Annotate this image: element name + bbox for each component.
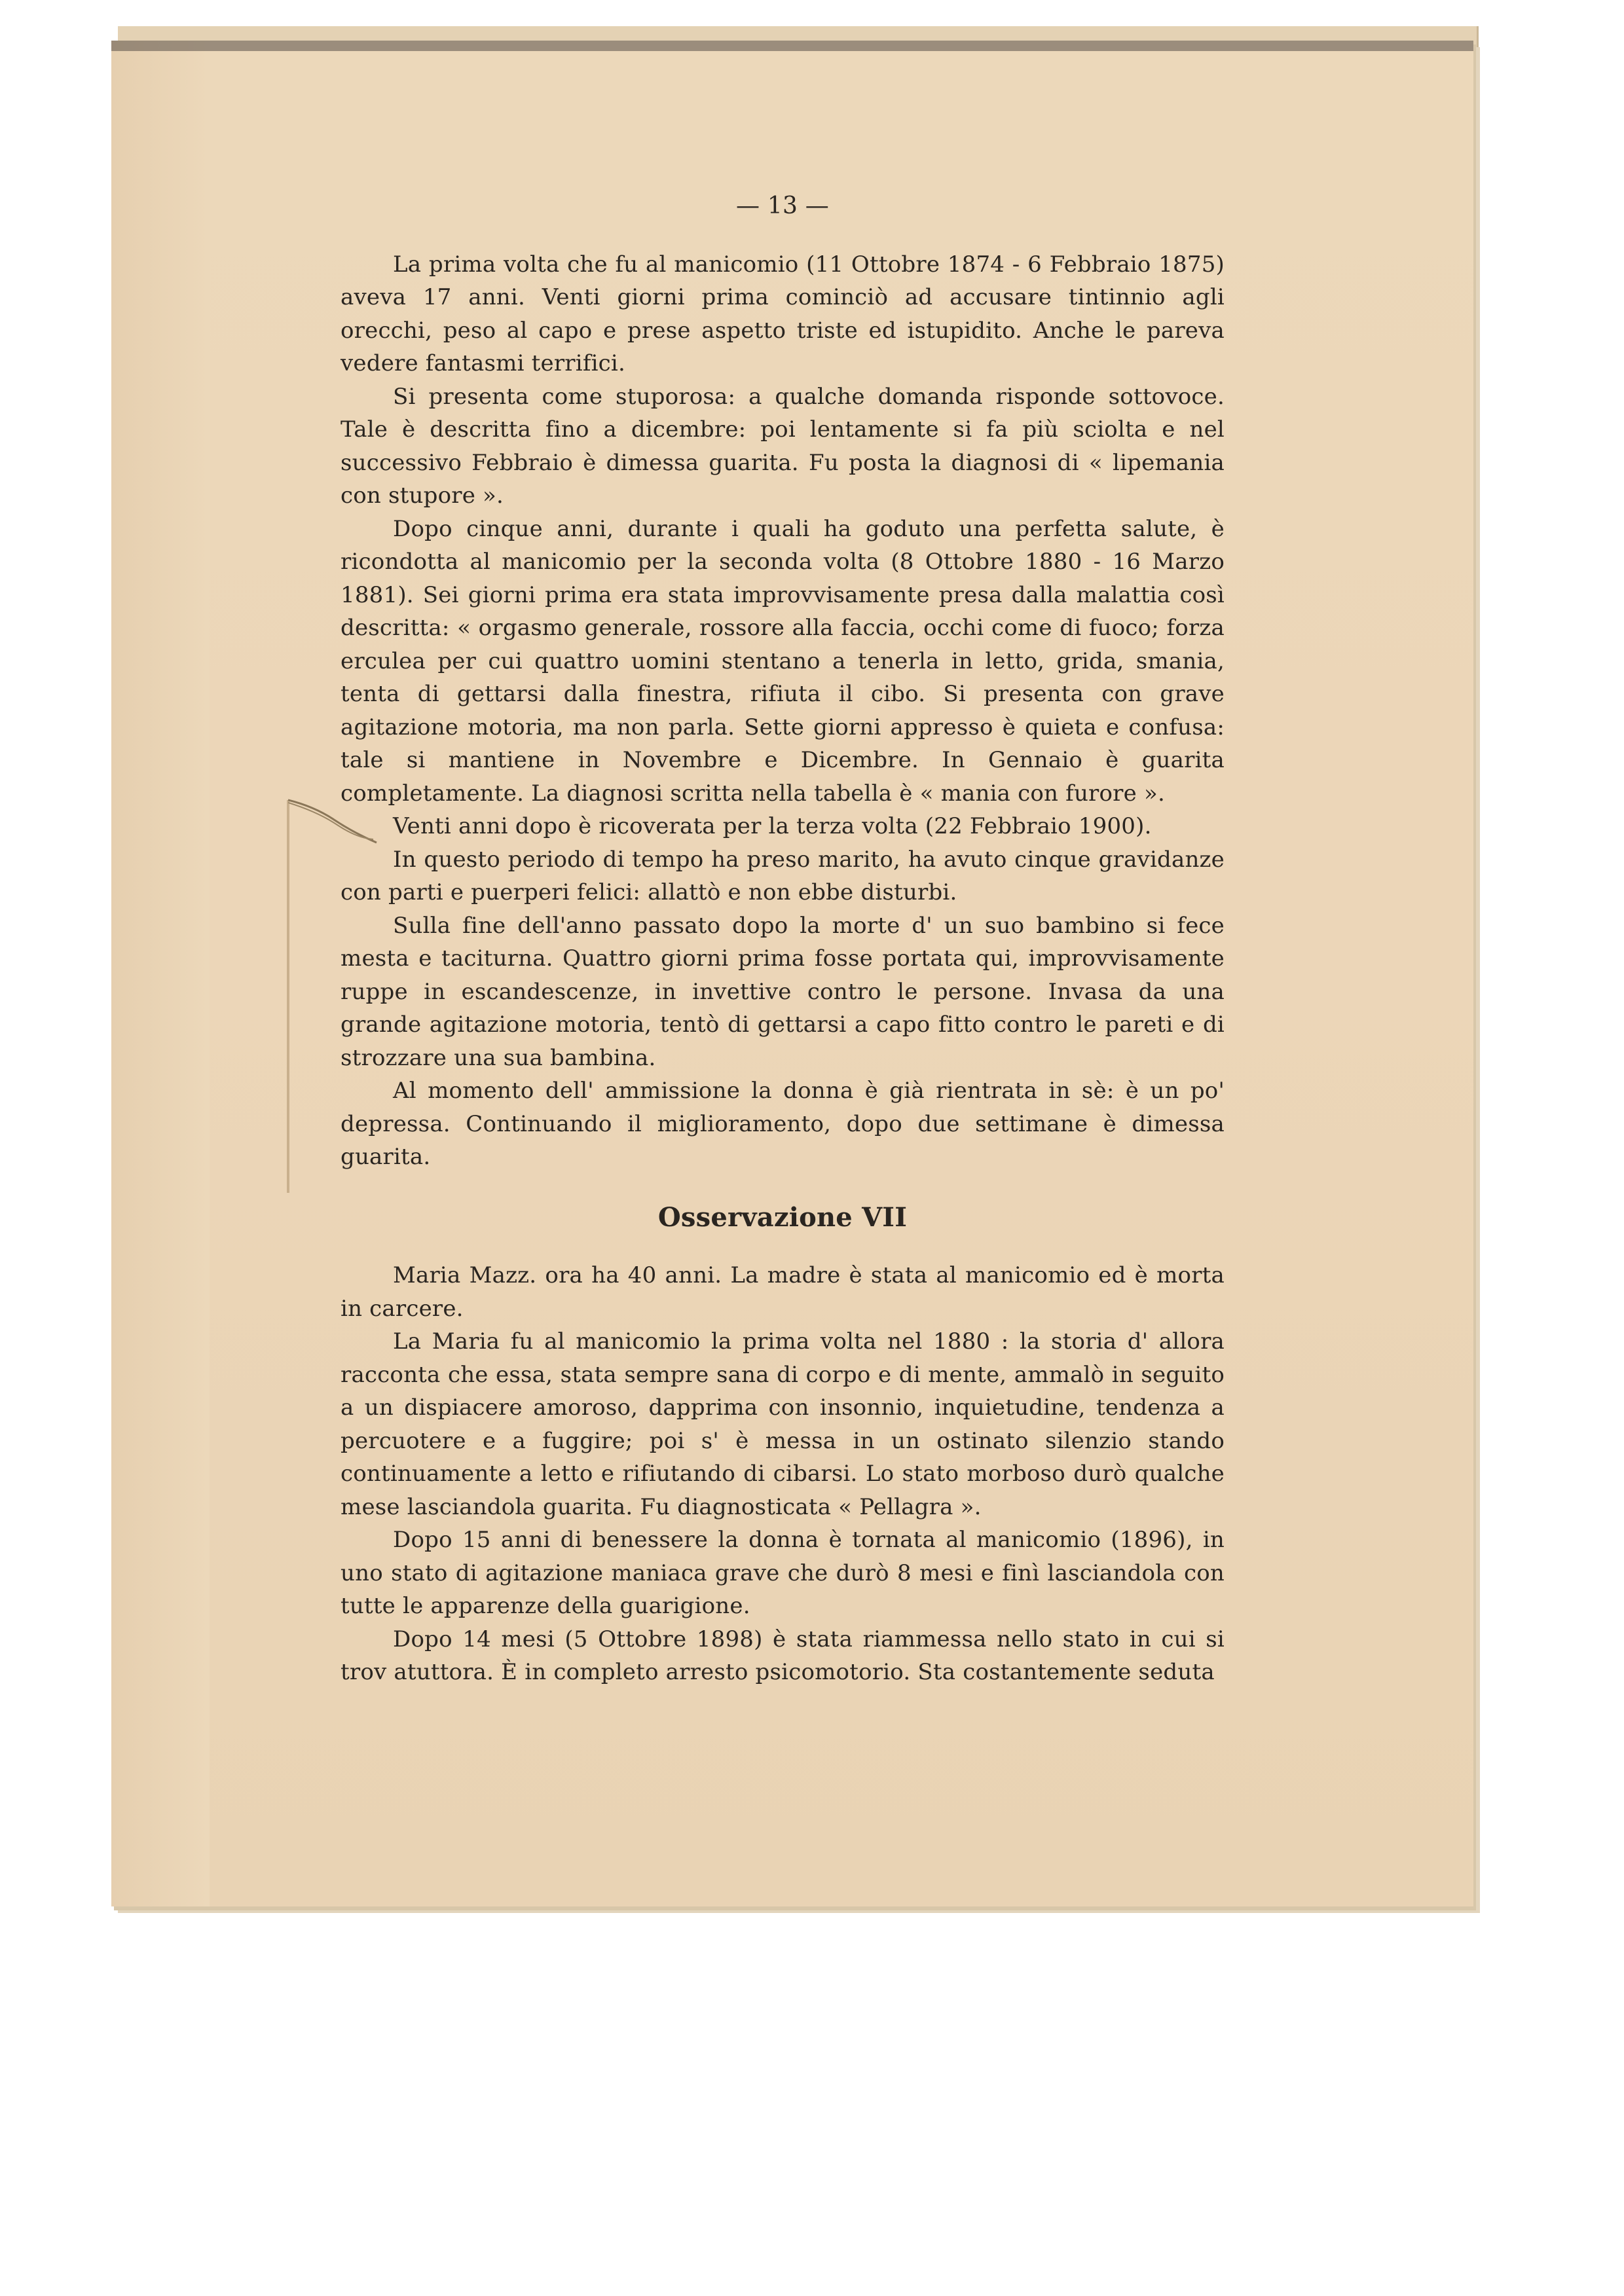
paragraph: Dopo cinque anni, durante i quali ha goduto una perfetta salute, è ricondotta al manicomio per la seconda volta (8 Ottobre 1880 - 16 Marzo 1881). Sei giorni prima era stata improvvisamente presa dalla malattia così descritta: « orgasmo generale, rossore alla faccia, occhi come di fuoco; forza erculea per cui quattro uomini stentano a tenerla in letto, grida, smania, tenta di gettarsi dalla finestra, rifiuta il cibo. Si presenta con grave agitazione motoria, ma non parla. Sette giorni appresso è quieta e confusa: tale si mantiene in Novembre e Dicembre. In Gennaio è guarita completamente. La diagnosi scritta nella tabella è « mania con furore ». <box>341 515 1225 807</box>
paragraph: Si presenta come stuporosa: a qualche domanda risponde sottovoce. Tale è descritta fino a dicembre: poi lentamente si fa più sciolta e nel successivo Febbraio è dimessa guarita. Fu posta la diagnosi di « lipemania con stupore ». <box>341 383 1225 509</box>
paragraph: Dopo 15 anni di benessere la donna è tornata al manicomio (1896), in uno stato di agitazione maniaca grave che durò 8 mesi e finì lasciandola con tutte le apparenze della guarigione. <box>341 1527 1225 1619</box>
paragraph: Sulla fine dell'anno passato dopo la morte d' un suo bambino si fece mesta e taciturna. Quattro giorni prima fosse portata qui, improvvisamente ruppe in escandescenze, in invettive contro le persone. Invasa da una grande agitazione motoria, tentò di gettarsi a capo fitto contro le pareti e di strozzare una sua bambina. <box>341 912 1225 1071</box>
paragraph: In questo periodo di tempo ha preso marito, ha avuto cinque gravidanze con parti e puerperi felici: allattò e non ebbe disturbi. <box>341 846 1225 905</box>
paragraph: Maria Mazz. ora ha 40 anni. La madre è stata al manicomio ed è morta in carcere. <box>341 1262 1225 1322</box>
page-text <box>341 190 1225 1689</box>
paragraph: La prima volta che fu al manicomio (11 Ottobre 1874 - 6 Febbraio 1875) aveva 17 anni. Venti giorni prima cominciò ad accusare tintinnio agli orecchi, peso al capo e prese aspetto triste ed istupidito. Anche le pareva vedere fantasmi terrifici. <box>341 251 1225 376</box>
binding-crease <box>287 800 289 1193</box>
paragraph: Al momento dell' ammissione la donna è già rientrata in sè: è un po' depressa. Continuando il miglioramento, dopo due settimane è dimessa guarita. <box>341 1078 1225 1170</box>
page-number: — 13 — <box>736 192 829 219</box>
paragraph: Venti anni dopo è ricoverata per la terza volta (22 Febbraio 1900). <box>393 813 1152 839</box>
paragraph: Dopo 14 mesi (5 Ottobre 1898) è stata riammessa nello stato in cui si trov atuttora. È in completo arresto psicomotorio. Sta costantemente seduta <box>341 1626 1225 1685</box>
section-heading: Osservazione VII <box>657 1201 908 1233</box>
paragraph: La Maria fu al manicomio la prima volta nel 1880 : la storia d' allora racconta che essa, stata sempre sana di corpo e di mente, ammalò in seguito a un dispiacere amoroso, dapprima con insonnio, inquietudine, tendenza a percuotere e a fuggire; poi s' è messa in un ostinato silenzio stando continuamente a letto e rifiutando di cibarsi. Lo stato morboso durò qualche mese lasciandola guarita. Fu diagnosticata « Pellagra ». <box>341 1328 1225 1520</box>
